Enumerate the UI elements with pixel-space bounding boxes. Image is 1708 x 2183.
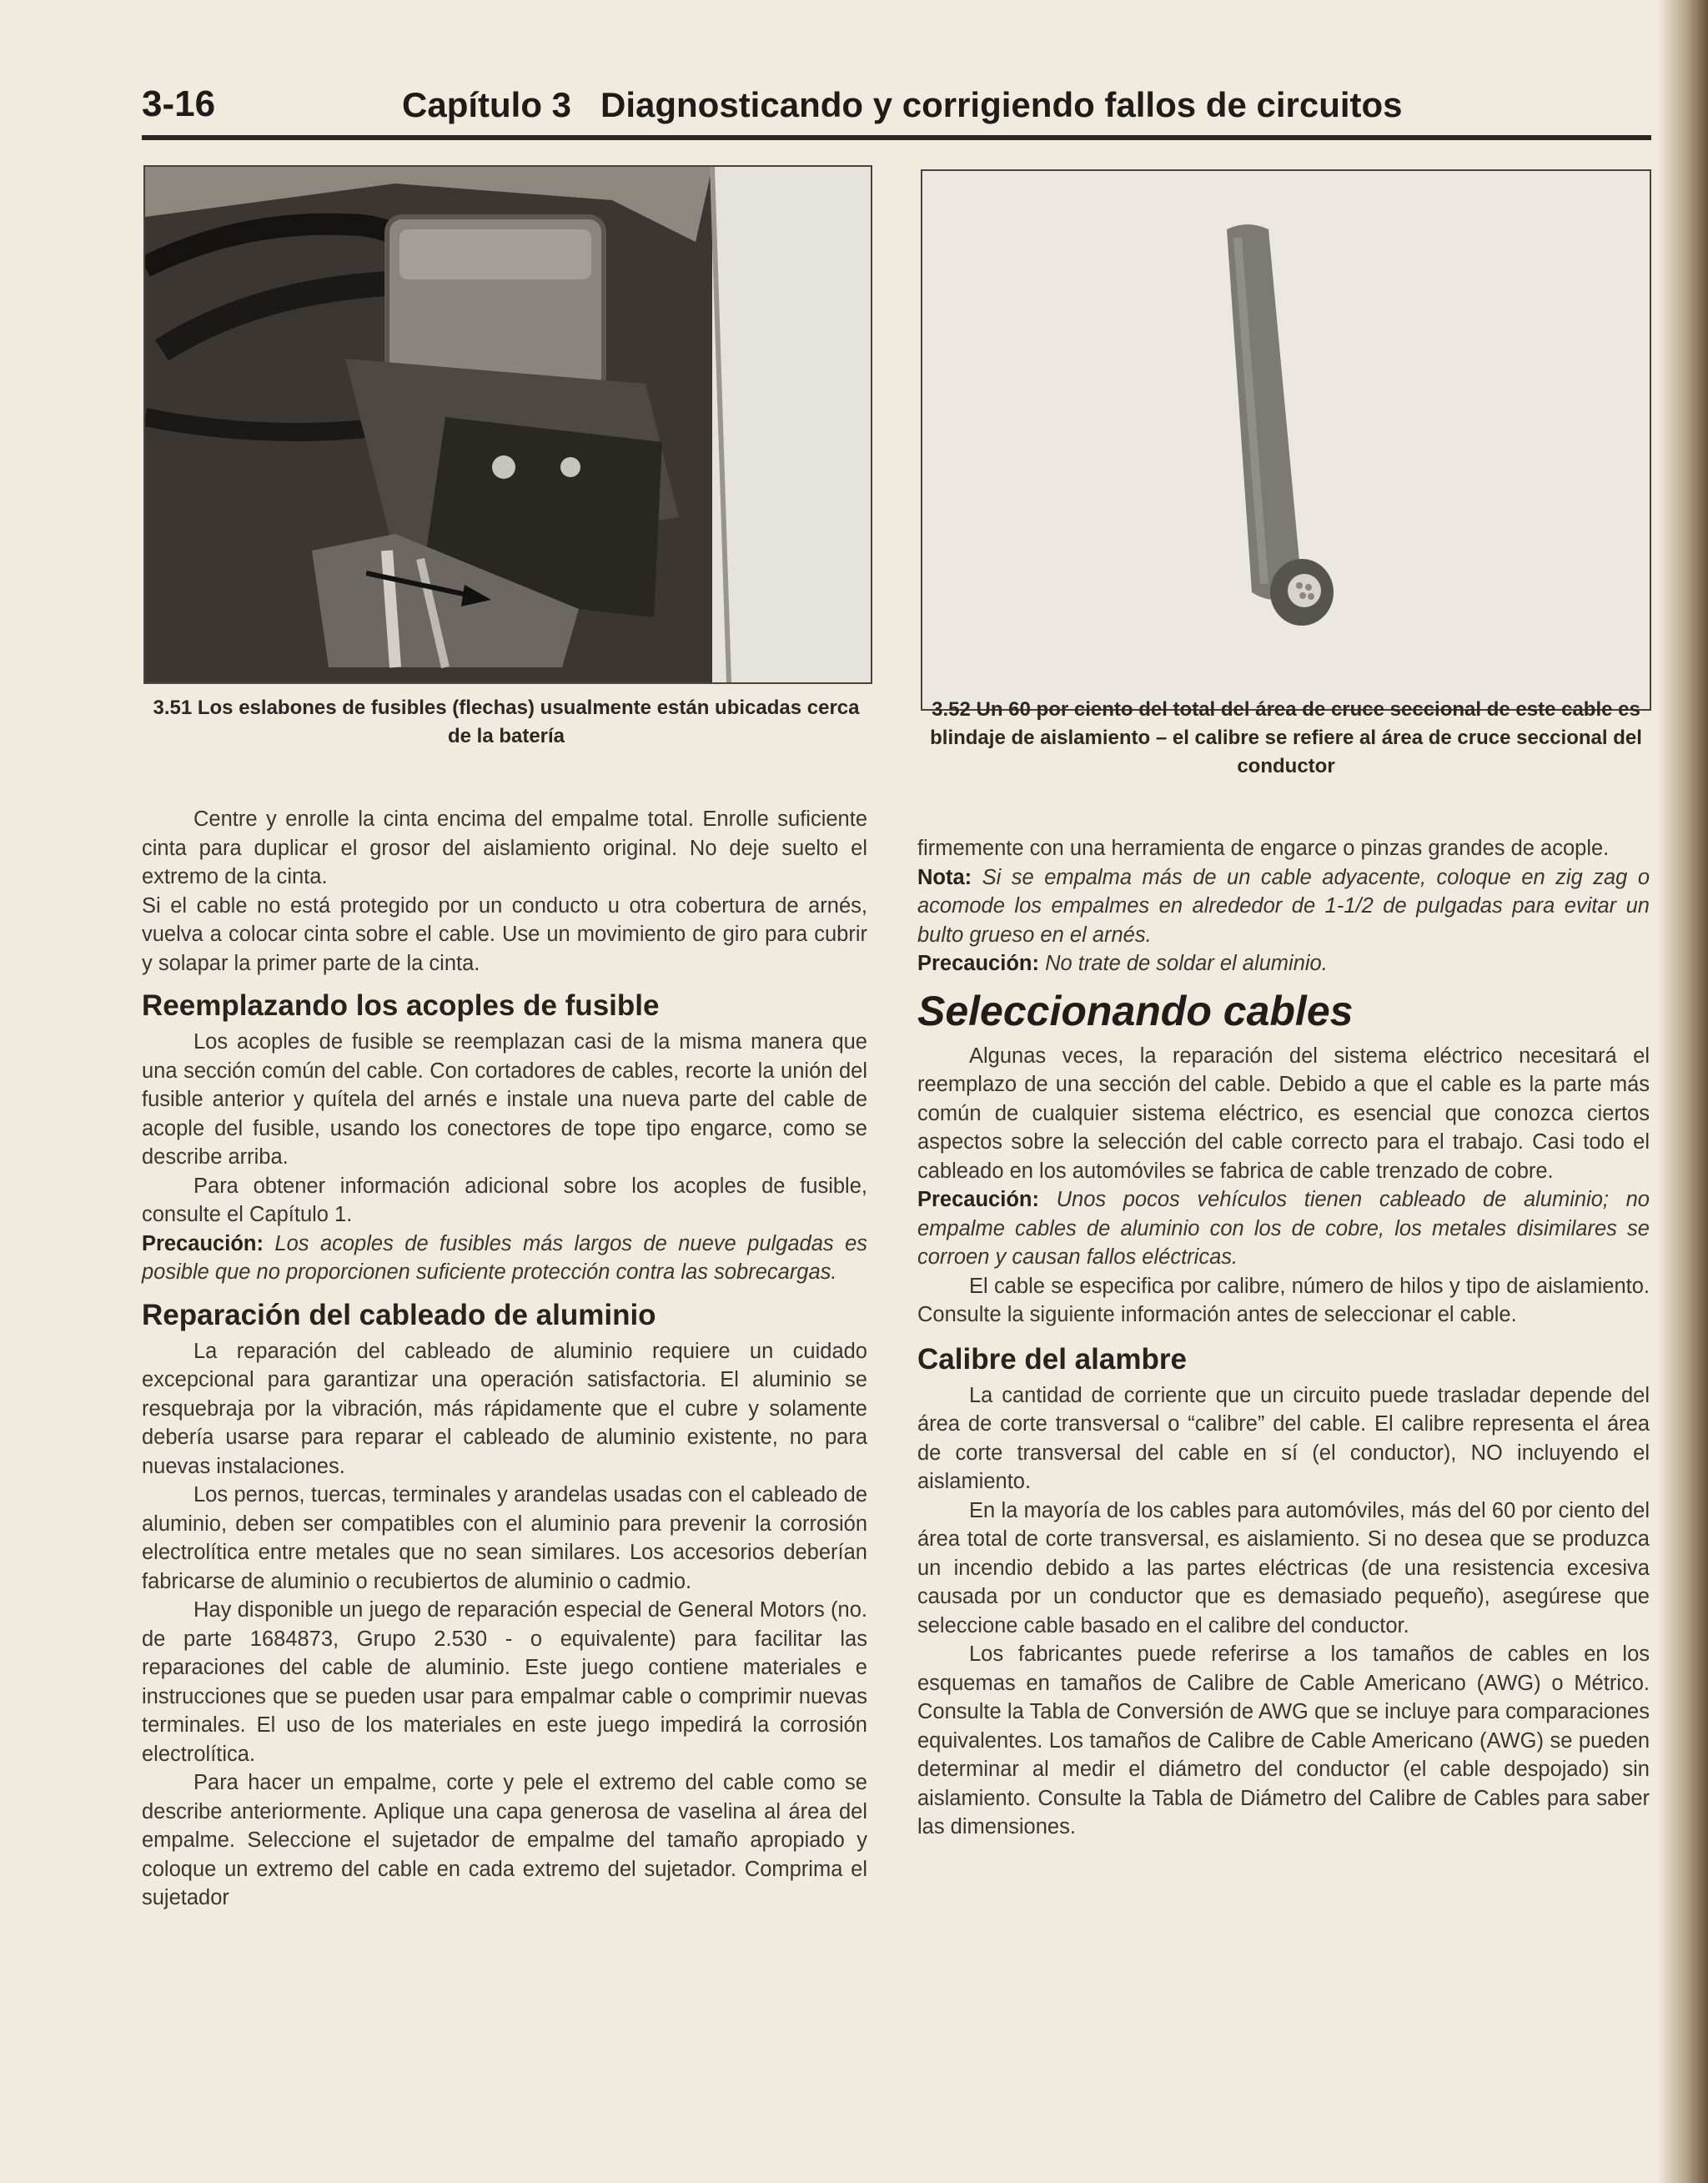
caution-label: Precaución: [142,1231,264,1255]
page-number: 3-16 [142,83,216,124]
paragraph: El cable se especifica por calibre, número de hilos y tipo de aislamiento. Consulte la siguiente información antes de seleccionar el cable. [917,1274,1650,1326]
section-heading-aluminio: Reparación del cableado de aluminio [142,1298,656,1331]
caution-text: No trate de soldar el aluminio. [1045,952,1328,975]
section-heading-calibre: Calibre del alambre [917,1342,1187,1376]
caution-text: Unos pocos vehículos tienen cableado de aluminio; no empalme cables de aluminio con los de cobre, los metales disimilares se corroen y causan fallos eléctricas. [917,1188,1650,1269]
caution-note [142,1230,867,1287]
figure-3-51-caption: 3.51 Los eslabones de fusibles (flechas) usualmente están ubicadas cerca de la batería [153,697,860,747]
arrow-icon [366,563,500,617]
paragraph: Para obtener información adicional sobre los acoples de fusible, consulte el Capítulo 1. [142,1174,867,1226]
figure-3-52-photo [921,169,1651,711]
chapter-title: Capítulo 3 Diagnosticando y corrigiendo fallos de circuitos [402,85,1403,124]
paragraph: Centre y enrolle la cinta encima del empalme total. Enrolle suficiente cinta para duplicar el grosor del aislamiento original. No deje suelto el extremo de la cinta. [142,807,867,888]
paragraph: La cantidad de corriente que un circuito puede trasladar depende del área de corte transversal o “calibre” del cable. El calibre representa el área de corte transversal del cable en sí (el conductor), NO incluyendo el aislamiento. [917,1383,1650,1493]
note-text: Si se empalma más de un cable adyacente, coloque en zig zag o acomode los empalmes en alrededor de 1-1/2 de pulgadas para evitar un bulto grueso en el arnés. [917,865,1650,947]
caution-text: Los acoples de fusibles más largos de nueve pulgadas es posible que no proporcionen suficiente protección contra las sobrecargas. [142,1231,867,1284]
paragraph: Los fabricantes puede referirse a los tamaños de cables en los esquemas en tamaños de Calibre de Cable Americano (AWG) o Métrico. Consulte la Tabla de Conversión de AWG que se incluye para comparaciones equivalentes. Los tamaños de Calibre de Cable Americano (AWG) se pueden determinar al medir el diámetro del conductor (el cable despojado) sin aislamiento. Consulte la Tabla de Diámetro del Calibre de Cables para saber las dimensiones. [917,1642,1650,1838]
header-rule [142,135,1651,140]
paragraph: Los acoples de fusible se reemplazan casi de la misma manera que una sección común del cable. Con cortadores de cables, recorte la unión del fusible anterior y quítela del arnés e instale una nueva parte del cable de acople del fusible, usando los conectores de tope tipo engarce, como se describe arriba. [142,1030,867,1169]
page-header [142,83,1651,133]
caution-label: Precaución: [917,952,1039,975]
left-column [142,805,867,1913]
paragraph: Algunas veces, la reparación del sistema eléctrico necesitará el reemplazo de una sección del cable. Debido a que el cable es la parte más común de cualquier sistema eléctrico, es esencial que conozca ciertos aspectos sobre la selección del cable correcto para el trabajo. Casi todo el cableado en los automóviles se fabrica de cable trenzado de cobre. [917,1044,1650,1183]
caution-note [917,949,1650,978]
caution-note [917,1185,1650,1272]
page-edge-shadow [1658,0,1708,2183]
caution-label: Precaución: [917,1188,1039,1211]
right-column [917,834,1650,1842]
figure-3-51-photo [143,165,872,684]
paragraph: Hay disponible un juego de reparación especial de General Motors (no. de parte 1684873, Grupo 2.530 - o equivalente) para facilitar las reparaciones del cable de aluminio. Este juego contiene materiales e instrucciones que se pueden usar para empalmar cable o comprimir nuevas terminales. El uso de los materiales en este juego impedirá la corrosión electrolítica. [142,1598,867,1766]
paragraph: firmemente con una herramienta de engarce o pinzas grandes de acople. [917,837,1610,860]
paragraph: Si el cable no está protegido por un conducto u otra cobertura de arnés, vuelva a colocar cinta sobre el cable. Use un movimiento de giro para cubrir y solapar la primer parte de la cinta. [142,893,867,975]
paragraph: En la mayoría de los cables para automóviles, más del 60 por ciento del área total de corte transversal, es aislamiento. Si no desea que se produzca un incendio debido a las partes eléctricas (de una resistencia excesiva causada por un conductor que es demasiado pequeño), asegúrese que seleccione cable basado en el calibre del conductor. [917,1498,1650,1637]
section-title-seleccionando: Seleccionando cables [917,987,1354,1034]
paragraph: La reparación del cableado de aluminio requiere un cuidado excepcional para garantizar una operación satisfactoria. El aluminio se resquebraja por la vibración, más rápidamente que el cubre y solamente debería usarse para reparar el cableado de aluminio existente, no para nuevas instalaciones. [142,1339,867,1478]
figure-3-52-caption: 3.52 Un 60 por ciento del total del área de cruce seccional de este cable es blindaje de aislamiento – el calibre se refiere al área de cruce seccional del conductor [930,698,1642,777]
paragraph: Los pernos, tuercas, terminales y arandelas usadas con el cableado de aluminio, deben ser compatibles con el aluminio para prevenir la corrosión electrolítica entre metales que no sean similares. Los accesorios deberían fabricarse de aluminio o recubiertos de aluminio o cadmio. [142,1483,867,1593]
note [917,863,1650,950]
paragraph: Para hacer un empalme, corte y pele el extremo del cable como se describe anteriormente. Aplique una capa generosa de vaselina al área del empalme. Seleccione el sujetador de empalme del tamaño apropiado y coloque un extremo del cable en cada extremo del sujetador. Comprima el sujetador [142,1771,867,1909]
section-heading-fusible: Reemplazando los acoples de fusible [142,989,660,1022]
note-label: Nota: [917,865,972,889]
